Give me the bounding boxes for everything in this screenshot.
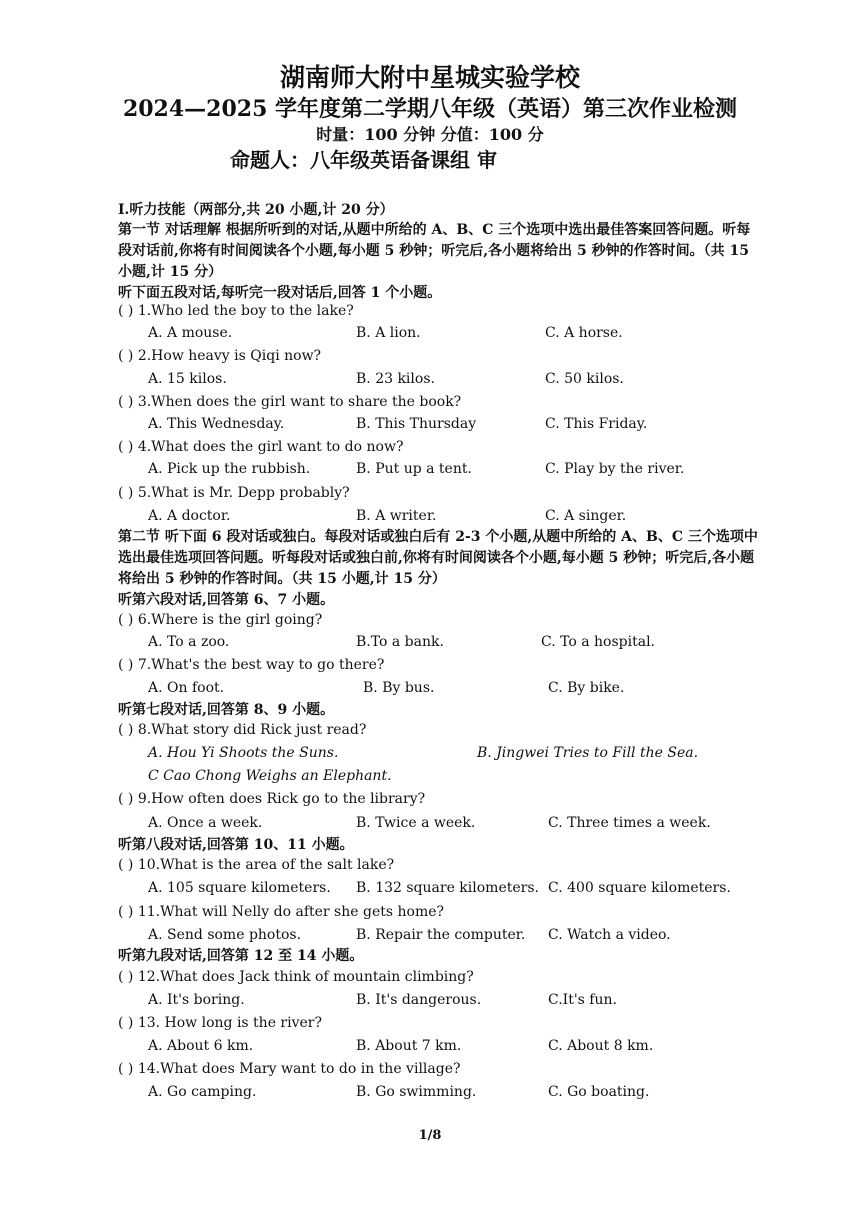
q1-option-b: B. A lion.	[356, 325, 421, 341]
q7-option-a: A. On foot.	[148, 680, 225, 696]
exam-title: 2024—2025 学年度第二学期八年级（英语）第三次作业检测	[122, 96, 738, 122]
q8-option-a: A. Hou Yi Shoots the Suns.	[148, 745, 339, 761]
q5-option-b: B. A writer.	[356, 508, 437, 524]
q10-option-b: B. 132 square kilometers.	[356, 880, 539, 896]
school-title: 湖南师大附中星城实验学校	[279, 63, 580, 92]
question-13: ( ) 13. How long is the river?	[118, 1015, 322, 1031]
q6-option-a: A. To a zoo.	[148, 634, 230, 650]
time-score: 时量：100 分钟 分值：100 分	[316, 125, 544, 144]
page-number: 1/8	[418, 1128, 442, 1143]
q1-option-a: A. A mouse.	[148, 325, 233, 341]
q10-option-a: A. 105 square kilometers.	[148, 880, 331, 896]
q13-option-c: C. About 8 km.	[548, 1038, 654, 1054]
question-3: ( ) 3.When does the girl want to share the book?	[118, 394, 462, 410]
q9-option-a: A. Once a week.	[148, 815, 263, 831]
q4-option-b: B. Put up a tent.	[356, 461, 472, 477]
q12-option-b: B. It's dangerous.	[356, 992, 482, 1008]
q6-option-c: C. To a hospital.	[541, 634, 656, 650]
q3-option-b: B. This Thursday	[356, 416, 477, 432]
q7-option-c: C. By bike.	[548, 680, 625, 696]
q13-option-a: A. About 6 km.	[148, 1038, 254, 1054]
question-4: ( ) 4.What does the girl want to do now?	[118, 439, 404, 455]
q6-option-b: B.To a bank.	[356, 634, 444, 650]
dialog-6-heading: 听第六段对话,回答第 6、7 小题。	[118, 592, 335, 608]
question-2: ( ) 2.How heavy is Qiqi now?	[118, 348, 322, 364]
part2-intro: 第二节 听下面 6 段对话或独白。每段对话或独白后有 2-3 个小题,从题中所给的 A、B、C 三个选项中选出最佳选项回答问题。听每段对话或独白前,你将有时间阅读各个小题,每小题 5 秒钟；听完后,各小题将给出 5 秒钟的作答时间。（共 15 小题,计 15 分）	[118, 529, 758, 587]
question-1: ( ) 1.Who led the boy to the lake?	[118, 303, 354, 319]
q11-option-b: B. Repair the computer.	[356, 927, 526, 943]
question-14: ( ) 14.What does Mary want to do in the village?	[118, 1061, 461, 1077]
q12-option-c: C.It's fun.	[548, 992, 617, 1008]
q14-option-a: A. Go camping.	[148, 1084, 257, 1100]
question-6: ( ) 6.Where is the girl going?	[118, 612, 323, 628]
q5-option-c: C. A singer.	[545, 508, 627, 524]
question-9: ( ) 9.How often does Rick go to the library?	[118, 791, 426, 807]
q9-option-c: C. Three times a week.	[548, 815, 711, 831]
q2-option-a: A. 15 kilos.	[148, 371, 227, 387]
question-10: ( ) 10.What is the area of the salt lake?	[118, 857, 395, 873]
section-title: I.听力技能（两部分,共 20 小题,计 20 分）	[118, 202, 394, 218]
q10-option-c: C. 400 square kilometers.	[548, 880, 731, 896]
q14-option-b: B. Go swimming.	[356, 1084, 477, 1100]
q2-option-c: C. 50 kilos.	[545, 371, 624, 387]
q11-option-a: A. Send some photos.	[148, 927, 302, 943]
q8-option-b: B. Jingwei Tries to Fill the Sea.	[477, 745, 699, 761]
q13-option-b: B. About 7 km.	[356, 1038, 462, 1054]
part1-intro: 第一节 对话理解 根据所听到的对话,从题中所给的 A、B、C 三个选项中选出最佳答案回答问题。听每段对话前,你将有时间阅读各个小题,每小题 5 秒钟；听完后,各小题将给出 5 秒钟的作答时间。（共 15 小题,计 15 分）	[118, 222, 751, 280]
q9-option-b: B. Twice a week.	[356, 815, 476, 831]
question-5: ( ) 5.What is Mr. Depp probably?	[118, 485, 350, 501]
dialog-9-heading: 听第九段对话,回答第 12 至 14 小题。	[118, 948, 364, 964]
q2-option-b: B. 23 kilos.	[356, 371, 435, 387]
q4-option-a: A. Pick up the rubbish.	[148, 461, 311, 477]
q1-option-c: C. A horse.	[545, 325, 623, 341]
question-11: ( ) 11.What will Nelly do after she gets home?	[118, 904, 445, 920]
q11-option-c: C. Watch a video.	[548, 927, 671, 943]
dialog-8-heading: 听第八段对话,回答第 10、11 小题。	[118, 837, 354, 853]
q8-option-c: C Cao Chong Weighs an Elephant.	[148, 768, 392, 784]
question-8: ( ) 8.What story did Rick just read?	[118, 722, 367, 738]
authors: 命题人：八年级英语备课组 审	[230, 148, 497, 172]
q12-option-a: A. It's boring.	[148, 992, 245, 1008]
q3-option-a: A. This Wednesday.	[148, 416, 285, 432]
q7-option-b: B. By bus.	[363, 680, 435, 696]
q4-option-c: C. Play by the river.	[545, 461, 685, 477]
q3-option-c: C. This Friday.	[545, 416, 648, 432]
q5-option-a: A. A doctor.	[148, 508, 231, 524]
q14-option-c: C. Go boating.	[548, 1084, 650, 1100]
part1-subtitle: 听下面五段对话,每听完一段对话后,回答 1 个小题。	[118, 285, 442, 301]
question-7: ( ) 7.What's the best way to go there?	[118, 657, 385, 673]
dialog-7-heading: 听第七段对话,回答第 8、9 小题。	[118, 702, 335, 718]
question-12: ( ) 12.What does Jack think of mountain climbing?	[118, 969, 474, 985]
